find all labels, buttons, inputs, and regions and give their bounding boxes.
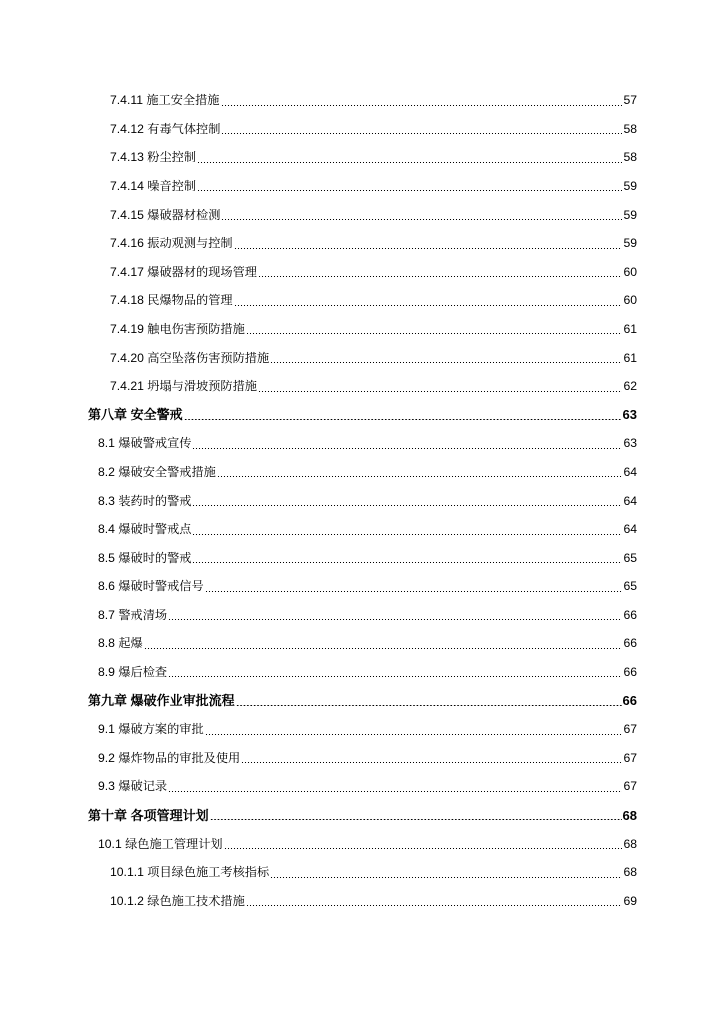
toc-chapter-entry[interactable] [0,801,724,830]
toc-section-entry[interactable] [0,372,724,401]
toc-chapter-entry[interactable] [0,686,724,715]
toc-section-entry[interactable] [0,772,724,801]
dot-leader [184,419,622,420]
toc-entry-page-number: 69 [623,893,637,908]
toc-entry-title: 8.7 警戒清场 [98,607,168,622]
toc-entry-title: 8.2 爆破安全警戒措施 [98,464,216,479]
toc-entry-title: 7.4.18 民爆物品的管理 [110,293,233,308]
dot-leader [168,619,622,620]
toc-entry-title: 7.4.12 有毒气体控制 [110,121,221,136]
toc-entry-title: 10.1.2 绿色施工技术措施 [110,893,245,908]
toc-section-entry[interactable] [0,200,724,229]
dot-leader [270,362,622,363]
dot-leader [270,877,622,878]
toc-section-entry[interactable] [0,829,724,858]
toc-entry-title: 9.3 爆破记录 [98,779,168,794]
toc-entry-title: 7.4.17 爆破器材的现场管理 [110,264,257,279]
toc-entry-page-number: 63 [623,436,637,451]
toc-entry-page-number: 66 [623,665,637,680]
toc-entry-title: 8.3 装药时的警戒 [98,493,192,508]
toc-section-entry[interactable] [0,458,724,487]
dot-leader [192,505,622,506]
toc-entry-page-number: 57 [623,93,637,108]
toc-entry-title: 第八章 安全警戒 [88,407,183,423]
dot-leader [168,676,622,677]
toc-entry-page-number: 67 [623,750,637,765]
dot-leader [224,848,622,849]
toc-entry-page-number: 62 [623,379,637,394]
toc-entry-title: 7.4.14 噪音控制 [110,178,197,193]
toc-entry-title: 10.1 绿色施工管理计划 [98,836,223,851]
toc-entry-title: 8.1 爆破警戒宣传 [98,436,192,451]
toc-entry-page-number: 64 [623,464,637,479]
toc-section-entry[interactable] [0,887,724,916]
toc-section-entry[interactable] [0,315,724,344]
toc-entry-title: 7.4.20 高空坠落伤害预防措施 [110,350,270,365]
toc-entry-title: 7.4.16 振动观测与控制 [110,236,233,251]
toc-entry-page-number: 64 [623,493,637,508]
toc-entry-page-number: 59 [623,207,637,222]
toc-section-entry[interactable] [0,715,724,744]
toc-section-entry[interactable] [0,544,724,573]
toc-entry-page-number: 60 [623,293,637,308]
toc-entry-title: 9.2 爆炸物品的审批及使用 [98,750,241,765]
dot-leader [168,791,622,792]
toc-entry-page-number: 65 [623,550,637,565]
dot-leader [217,476,622,477]
toc-section-entry[interactable] [0,658,724,687]
toc-section-entry[interactable] [0,115,724,144]
toc-entry-page-number: 64 [623,522,637,537]
toc-entry-title: 7.4.11 施工安全措施 [110,93,220,108]
dot-leader [210,819,622,820]
toc-entry-page-number: 61 [623,321,637,336]
dot-leader [197,190,622,191]
dot-leader [221,219,622,220]
toc-entry-page-number: 58 [623,150,637,165]
dot-leader [205,591,622,592]
dot-leader [205,734,622,735]
dot-leader [236,705,622,706]
toc-section-entry[interactable] [0,343,724,372]
dot-leader [192,448,622,449]
toc-entry-title: 8.4 爆破时警戒点 [98,522,192,537]
toc-section-entry[interactable] [0,744,724,773]
toc-section-entry[interactable] [0,86,724,115]
toc-section-entry[interactable] [0,143,724,172]
toc-section-entry[interactable] [0,258,724,287]
dot-leader [221,133,622,134]
toc-entry-title: 7.4.15 爆破器材检测 [110,207,221,222]
dot-leader [246,333,622,334]
toc-entry-page-number: 65 [623,579,637,594]
toc-entry-page-number: 68 [623,865,637,880]
toc-entry-page-number: 67 [623,779,637,794]
toc-entry-title: 10.1.1 项目绿色施工考核指标 [110,865,270,880]
toc-section-entry[interactable] [0,429,724,458]
toc-entry-page-number: 68 [622,807,637,823]
dot-leader [192,534,622,535]
toc-entry-page-number: 58 [623,121,637,136]
toc-entry-page-number: 61 [623,350,637,365]
toc-chapter-entry[interactable] [0,401,724,430]
toc-section-entry[interactable] [0,486,724,515]
dot-leader [234,248,622,249]
toc-entry-title: 8.5 爆破时的警戒 [98,550,192,565]
dot-leader [246,905,622,906]
toc-section-entry[interactable] [0,172,724,201]
toc-entry-page-number: 60 [623,264,637,279]
toc-entry-title: 8.6 爆破时警戒信号 [98,579,204,594]
dot-leader [258,276,622,277]
toc-section-entry[interactable] [0,229,724,258]
dot-leader [144,648,622,649]
toc-entry-page-number: 59 [623,236,637,251]
dot-leader [241,762,622,763]
dot-leader [221,105,623,106]
toc-entry-title: 7.4.13 粉尘控制 [110,150,197,165]
toc-entry-title: 第九章 爆破作业审批流程 [88,693,235,709]
toc-entry-page-number: 66 [622,693,637,709]
toc-entry-title: 8.8 起爆 [98,636,143,651]
toc-entry-page-number: 59 [623,178,637,193]
toc-entry-title: 7.4.21 坍塌与滑坡预防措施 [110,379,257,394]
toc-entry-title: 8.9 爆后检查 [98,665,168,680]
dot-leader [192,562,622,563]
toc-entry-page-number: 66 [623,636,637,651]
table-of-contents [0,86,724,915]
toc-entry-page-number: 66 [623,607,637,622]
toc-entry-page-number: 67 [623,722,637,737]
toc-section-entry[interactable] [0,629,724,658]
toc-section-entry[interactable] [0,858,724,887]
dot-leader [258,391,622,392]
toc-section-entry[interactable] [0,572,724,601]
toc-entry-page-number: 68 [623,836,637,851]
toc-section-entry[interactable] [0,601,724,630]
dot-leader [197,162,622,163]
toc-entry-title: 9.1 爆破方案的审批 [98,722,204,737]
dot-leader [234,305,622,306]
toc-section-entry[interactable] [0,515,724,544]
toc-section-entry[interactable] [0,286,724,315]
toc-entry-page-number: 63 [622,407,637,423]
toc-entry-title: 7.4.19 触电伤害预防措施 [110,321,245,336]
toc-entry-title: 第十章 各项管理计划 [88,807,209,823]
